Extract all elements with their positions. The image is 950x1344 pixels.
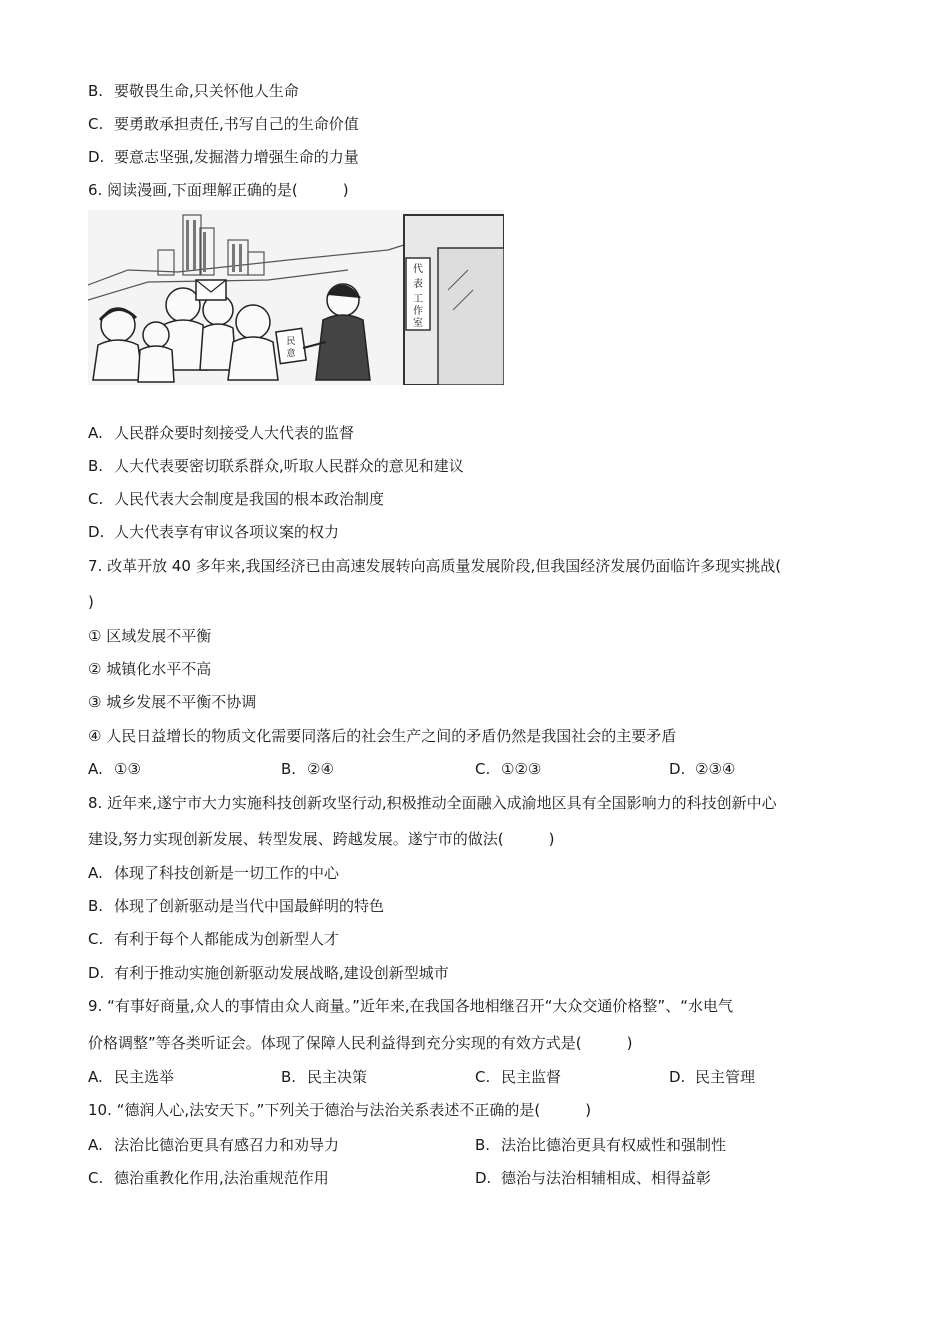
q10-stem: 10. “德润人心,法安天下。”下列关于德治与法治关系表述不正确的是( ) bbox=[88, 1101, 592, 1119]
q9-stem-line1: 9. “有事好商量,众人的事情由众人商量。”近年来,在我国各地相继召开“大众交通价格整”、“水电气 bbox=[88, 997, 733, 1015]
q6-option-c bbox=[88, 489, 384, 509]
q9-option-a bbox=[88, 1067, 174, 1087]
q8-option-a bbox=[88, 863, 339, 883]
q9-option-b bbox=[281, 1067, 367, 1087]
option-text: ②④ bbox=[307, 760, 334, 778]
option-label: B. bbox=[88, 457, 104, 475]
q9-option-c bbox=[475, 1067, 561, 1087]
option-label: D. bbox=[669, 760, 686, 778]
option-text: 有利于每个人都能成为创新型人才 bbox=[114, 930, 340, 948]
option-label: C. bbox=[88, 115, 104, 133]
option-label: B. bbox=[281, 1068, 297, 1086]
option-label: A. bbox=[88, 1136, 103, 1154]
q6-stem: 6. 阅读漫画,下面理解正确的是( ) bbox=[88, 181, 349, 199]
q7-stem-line2: ) bbox=[88, 593, 94, 611]
option-text: 要敬畏生命,只关怀他人生命 bbox=[114, 82, 299, 100]
q7-option-c bbox=[475, 759, 541, 779]
q10-option-a bbox=[88, 1135, 339, 1155]
option-label: D. bbox=[88, 964, 105, 982]
option-label: B. bbox=[88, 897, 104, 915]
option-label: C. bbox=[88, 490, 104, 508]
option-text: 民主管理 bbox=[695, 1068, 756, 1086]
option-text: ②③④ bbox=[695, 760, 736, 778]
option-text: 法治比德治更具有感召力和劝导力 bbox=[114, 1136, 340, 1154]
option-label: C. bbox=[475, 1068, 491, 1086]
q7-option-b bbox=[281, 759, 334, 779]
q5-option-c bbox=[88, 114, 359, 134]
option-label: B. bbox=[281, 760, 297, 778]
option-text: 德治重教化作用,法治重规范作用 bbox=[114, 1169, 329, 1187]
q6-option-b bbox=[88, 456, 464, 476]
q9-stem-line2: 价格调整”等各类听证会。体现了保障人民利益得到充分实现的有效方式是( ) bbox=[88, 1034, 633, 1052]
option-text: 有利于推动实施创新驱动发展战略,建设创新型城市 bbox=[114, 964, 449, 982]
option-label: B. bbox=[88, 82, 104, 100]
q10-option-c bbox=[88, 1168, 329, 1188]
option-label: A. bbox=[88, 424, 103, 442]
q6-cartoon bbox=[88, 210, 504, 385]
option-text: 民主决策 bbox=[307, 1068, 368, 1086]
option-text: 要勇敢承担责任,书写自己的生命价值 bbox=[114, 115, 359, 133]
q6-option-a bbox=[88, 423, 354, 443]
option-text: 德治与法治相辅相成、相得益彰 bbox=[501, 1169, 712, 1187]
option-text: 人民代表大会制度是我国的根本政治制度 bbox=[114, 490, 385, 508]
q10-option-d bbox=[475, 1168, 711, 1188]
svg-text:民: 民 bbox=[286, 337, 296, 347]
q8-option-d bbox=[88, 963, 449, 983]
q8-stem-line1: 8. 近年来,遂宁市大力实施科技创新攻坚行动,积极推动全面融入成渝地区具有全国影响力的科技创新中心 bbox=[88, 794, 777, 812]
q8-option-c bbox=[88, 929, 339, 949]
q7-item-2: ② 城镇化水平不高 bbox=[88, 660, 212, 678]
option-label: C. bbox=[475, 760, 491, 778]
option-text: 法治比德治更具有权威性和强制性 bbox=[501, 1136, 727, 1154]
svg-text:表: 表 bbox=[413, 279, 423, 290]
option-text: ①③ bbox=[114, 760, 141, 778]
option-text: 民主选举 bbox=[114, 1068, 175, 1086]
q7-option-d bbox=[669, 759, 735, 779]
option-label: D. bbox=[88, 523, 105, 541]
svg-text:工: 工 bbox=[413, 294, 423, 305]
option-label: D. bbox=[88, 148, 105, 166]
option-text: 要意志坚强,发掘潜力增强生命的力量 bbox=[114, 148, 359, 166]
q8-option-b bbox=[88, 896, 384, 916]
option-label: A. bbox=[88, 864, 103, 882]
option-text: 人大代表要密切联系群众,听取人民群众的意见和建议 bbox=[114, 457, 464, 475]
q5-option-d bbox=[88, 147, 359, 167]
svg-text:代: 代 bbox=[413, 264, 423, 275]
option-label: A. bbox=[88, 1068, 103, 1086]
option-label: C. bbox=[88, 1169, 104, 1187]
option-label: D. bbox=[475, 1169, 492, 1187]
option-label: B. bbox=[475, 1136, 491, 1154]
option-label: D. bbox=[669, 1068, 686, 1086]
q7-stem-line1: 7. 改革开放 40 多年来,我国经济已由高速发展转向高质量发展阶段,但我国经济发展仍面临许多现实挑战( bbox=[88, 557, 782, 575]
q7-item-3: ③ 城乡发展不平衡不协调 bbox=[88, 693, 257, 711]
svg-text:作: 作 bbox=[413, 306, 423, 317]
q7-item-1: ① 区域发展不平衡 bbox=[88, 627, 212, 645]
option-label: C. bbox=[88, 930, 104, 948]
option-text: 人大代表享有审议各项议案的权力 bbox=[114, 523, 340, 541]
option-text: 民主监督 bbox=[501, 1068, 562, 1086]
cartoon-illustration bbox=[88, 210, 504, 385]
q8-stem-line2: 建设,努力实现创新发展、转型发展、跨越发展。遂宁市的做法( ) bbox=[88, 830, 555, 848]
option-text: 体现了创新驱动是当代中国最鲜明的特色 bbox=[114, 897, 385, 915]
q6-option-d bbox=[88, 522, 339, 542]
q9-option-d bbox=[669, 1067, 755, 1087]
svg-text:意: 意 bbox=[286, 349, 296, 359]
option-label: A. bbox=[88, 760, 103, 778]
option-text: 人民群众要时刻接受人大代表的监督 bbox=[114, 424, 355, 442]
q7-item-4: ④ 人民日益增长的物质文化需要同落后的社会生产之间的矛盾仍然是我国社会的主要矛盾 bbox=[88, 727, 677, 745]
q5-option-b bbox=[88, 81, 299, 101]
svg-text:室: 室 bbox=[413, 318, 423, 329]
option-text: 体现了科技创新是一切工作的中心 bbox=[114, 864, 340, 882]
q10-option-b bbox=[475, 1135, 726, 1155]
q7-option-a bbox=[88, 759, 141, 779]
option-text: ①②③ bbox=[501, 760, 542, 778]
